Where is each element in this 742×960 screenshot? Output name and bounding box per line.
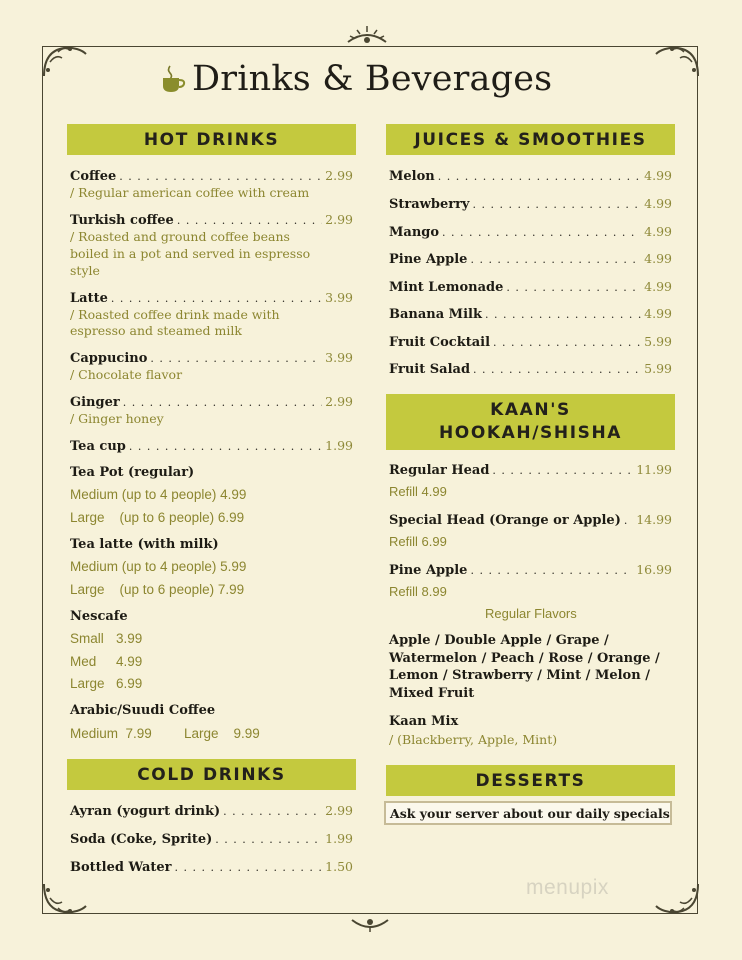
menu-item [389,224,672,240]
size-option: Medium 7.99 [70,726,152,741]
size-option: Large (up to 6 people) 7.99 [70,582,245,597]
menu-item [389,168,672,184]
menu-item [389,512,672,528]
item-price: 14.99 [636,512,672,527]
item-price: 3.99 [325,290,353,305]
menu-item [389,462,672,478]
item-price: 2.99 [325,168,353,183]
item-name: Ginger [70,395,120,410]
title-block [160,52,552,106]
flavors-line: Watermelon / Peach / Rose / Orange / [389,650,660,666]
item-description: / (Blackberry, Apple, Mint) [389,732,558,747]
item-price: 5.99 [644,361,672,376]
menu-item [70,394,353,410]
menu-item [389,279,672,295]
item-name: Banana Milk [389,307,482,322]
item-name: Arabic/Suudi Coffee [70,703,216,718]
menu-item [389,196,672,212]
daily-specials-note: Ask your server about our daily specials [384,801,672,825]
item-price: 2.99 [325,212,353,227]
hookah-heading-line1: KAAN'S [490,400,571,420]
watermark: menupix [526,876,609,899]
menu-item [70,212,353,228]
corner-ornament-top-right [652,40,702,80]
item-price: 1.99 [325,831,353,846]
item-price: 2.99 [325,394,353,409]
menu-item [389,334,672,350]
corner-ornament-bottom-left [40,880,90,920]
menu-item [70,438,353,454]
menu-item [389,562,672,578]
corner-ornament-bottom-right [652,880,702,920]
item-description: boiled in a pot and served in espresso [70,246,311,261]
item-description: style [70,263,100,278]
item-name: Nescafe [70,609,128,624]
item-description: / Chocolate flavor [70,367,183,382]
item-name: Special Head (Orange or Apple) [389,513,621,528]
cold-drinks-heading: COLD DRINKS [67,759,356,790]
item-name: Bottled Water [70,860,172,875]
item-name: Melon [389,169,435,184]
size-option: Medium (up to 4 people) 4.99 [70,487,247,502]
item-name: Latte [70,291,108,306]
item-price: 2.99 [325,803,353,818]
refill-price: Refill 8.99 [389,584,447,599]
item-name: Soda (Coke, Sprite) [70,832,213,847]
flavors-line: Lemon / Strawberry / Mint / Melon / [389,668,650,684]
item-price: 4.99 [644,224,672,239]
menu-item [70,831,353,847]
item-price: 4.99 [644,196,672,211]
desserts-heading: DESSERTS [386,765,675,796]
item-price: 4.99 [644,279,672,294]
item-name: Pine Apple [389,563,468,578]
refill-price: Refill 6.99 [389,534,447,549]
item-name: Fruit Cocktail [389,335,491,350]
size-label: Large [70,676,105,691]
item-name: Kaan Mix [389,714,459,729]
corner-ornament-top-left [40,40,90,80]
hookah-heading [386,394,675,450]
size-price: 3.99 [116,631,143,646]
item-description: espresso and steamed milk [70,323,242,338]
juices-heading: JUICES & SMOOTHIES [386,124,675,155]
menu-item [389,251,672,267]
size-option: Medium (up to 4 people) 5.99 [70,559,247,574]
item-description: / Regular american coffee with cream [70,185,310,200]
item-name: Cappucino [70,351,148,366]
menu-item [70,350,353,366]
menu-item [70,290,353,306]
flavors-line: Mixed Fruit [389,685,475,701]
coffee-cup-icon [160,64,186,94]
flavors-line: Apple / Double Apple / Grape / [389,633,609,648]
size-label: Small [70,631,104,646]
item-name: Tea cup [70,439,126,454]
item-price: 11.99 [636,462,672,477]
menu-item [70,859,353,875]
item-price: 16.99 [636,562,672,577]
item-name: Turkish coffee [70,213,174,228]
size-option: Large 9.99 [184,726,260,741]
size-label: Med [70,654,97,669]
size-price: 6.99 [116,676,143,691]
size-option: Large (up to 6 people) 6.99 [70,510,245,525]
item-name: Mango [389,225,440,240]
size-price: 4.99 [116,654,143,669]
menu-item [70,168,353,184]
item-name: Tea Pot (regular) [70,465,195,480]
flavors-list [389,632,660,702]
item-price: 1.50 [325,859,353,874]
page-title: Drinks & Beverages [192,59,553,99]
item-price: 4.99 [644,306,672,321]
hot-drinks-heading: HOT DRINKS [67,124,356,155]
item-name: Regular Head [389,463,490,478]
menu-item [389,361,672,377]
item-name: Fruit Salad [389,362,471,377]
item-price: 4.99 [644,251,672,266]
flavors-label: Regular Flavors [485,606,577,621]
item-name: Ayran (yogurt drink) [70,804,221,819]
refill-price: Refill 4.99 [389,484,447,499]
hookah-heading-line2: HOOKAH/SHISHA [438,423,623,443]
item-price: 3.99 [325,350,353,365]
item-name: Coffee [70,169,117,184]
item-price: 1.99 [325,438,353,453]
item-price: 5.99 [644,334,672,349]
bottom-center-ornament [348,914,392,936]
menu-item [70,803,353,819]
item-description: / Ginger honey [70,411,164,426]
item-name: Strawberry [389,197,470,212]
top-center-ornament [342,22,392,48]
menu-item [389,306,672,322]
item-name: Tea latte (with milk) [70,537,219,552]
item-name: Pine Apple [389,252,468,267]
item-description: / Roasted and ground coffee beans [70,229,290,244]
item-name: Mint Lemonade [389,280,504,295]
item-price: 4.99 [644,168,672,183]
item-description: / Roasted coffee drink made with [70,307,280,322]
